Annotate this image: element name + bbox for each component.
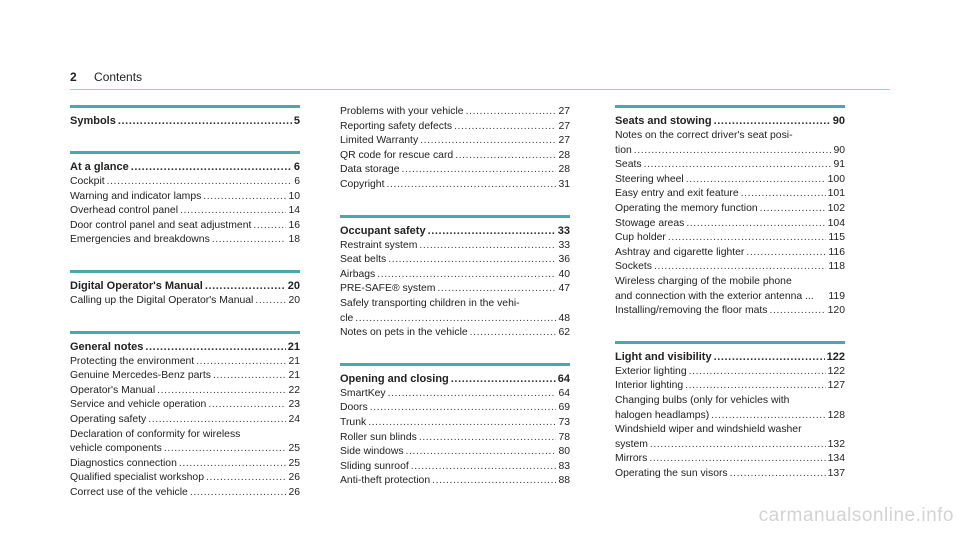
dot-leader [419,239,556,254]
entry-page: 36 [558,254,570,266]
entry-page: 115 [828,232,845,244]
entry-title: Cup holder [615,232,666,244]
toc-entry[interactable] [70,233,300,248]
toc-entry[interactable] [70,471,300,486]
dot-leader [686,217,825,232]
section-heading[interactable] [615,114,845,129]
toc-entry[interactable] [615,260,845,275]
entry-title: Copyright [340,178,385,190]
entry-title: Reporting safety defects [340,120,453,132]
section-title: Opening and closing [340,372,449,385]
entry-page: 18 [288,234,300,246]
dot-leader [466,105,557,120]
entry-title: Qualified specialist workshop [70,472,204,484]
page-header [70,70,142,84]
watermark: carmanualsonline.info [758,505,954,526]
dot-leader [649,452,825,467]
entry-title: Wireless charging of the mobile phone [615,275,792,287]
section-page: 33 [557,224,570,237]
entry-title: PRE-SAFE® system [340,283,436,295]
section-heading[interactable] [70,279,300,294]
entry-page: 10 [288,190,300,202]
dot-leader [714,114,831,129]
entry-page: 118 [828,261,845,273]
entry-title: Sliding sunroof [340,460,409,472]
toc-entry[interactable] [340,105,570,120]
entry-title: Diagnostics connection [70,457,177,469]
entry-title: Doors [340,402,368,414]
dot-leader [213,369,287,384]
entry-page: 64 [558,387,570,399]
section-divider [70,151,300,154]
section-divider [340,215,570,218]
entry-title: Side windows [340,446,404,458]
toc-entry[interactable] [615,144,845,159]
toc-section [615,341,845,482]
toc-entry[interactable] [340,431,570,446]
entry-page: 116 [828,246,845,258]
toc-entry[interactable] [615,158,845,173]
toc-section [340,215,570,341]
entry-title: Cockpit [70,176,105,187]
entry-title: QR code for rescue card [340,149,454,161]
dot-leader [196,355,286,370]
entry-page: 91 [833,159,845,171]
toc-entry[interactable] [615,275,845,290]
dot-leader [685,379,826,394]
dot-leader [760,202,826,217]
toc-entry[interactable] [70,384,300,399]
section-heading[interactable] [340,372,570,387]
entry-title: Installing/removing the floor mats [615,305,768,317]
toc-section [615,105,845,319]
entry-page: 33 [558,239,570,251]
toc-entry[interactable] [615,304,845,319]
entry-title: cle [340,312,354,324]
entry-title: tion [615,144,632,156]
entry-title: Roller sun blinds [340,431,417,443]
toc-entry[interactable] [340,460,570,475]
entry-page: 134 [827,453,845,465]
toc-entry[interactable] [340,163,570,178]
toc-entry[interactable] [340,445,570,460]
toc-entry[interactable] [615,290,845,305]
entry-title: Airbags [340,268,376,280]
toc-entry[interactable] [615,379,845,394]
dot-leader [769,304,825,319]
dot-leader [644,158,832,173]
toc-entry[interactable] [615,231,845,246]
dot-leader [406,445,557,460]
entry-title: Anti-theft protection [340,475,431,487]
entry-page: 27 [558,135,570,147]
section-divider [70,105,300,108]
toc-entry[interactable] [615,467,845,482]
entry-title: Seat belts [340,254,387,266]
toc-section [340,105,570,193]
section-divider [340,363,570,366]
entry-page: 25 [288,457,300,469]
entry-page: 122 [827,365,845,377]
dot-leader [428,224,556,239]
toc-section [70,331,300,501]
section-divider [70,270,300,273]
entry-page: 26 [288,472,300,484]
section-title: Digital Operator's Manual [70,279,203,292]
entry-page: 28 [558,164,570,176]
entry-title: system [615,438,648,450]
entry-page: 14 [288,205,300,217]
toc-entry[interactable] [615,423,845,438]
dot-leader [668,231,827,246]
dot-leader [711,409,825,424]
entry-page: 69 [558,402,570,414]
header-divider [70,89,890,90]
entry-page: 90 [833,144,845,156]
entry-page: 132 [827,438,845,450]
entry-page: 40 [558,268,570,280]
dot-leader [419,431,557,446]
entry-title: and connection with the exterior antenna ... [615,290,814,302]
dot-leader [164,442,287,457]
toc-column-2 [340,105,570,511]
toc-entry[interactable] [70,486,300,501]
page-title: Contents [94,70,143,84]
toc-entry[interactable] [70,204,300,219]
entry-title: Sockets [615,261,652,273]
entry-page: 31 [558,178,570,190]
entry-title: Stowage areas [615,217,685,229]
entry-page: 119 [828,290,845,302]
entry-page: 100 [827,173,845,185]
entry-title: Trunk [340,416,367,428]
toc-entry[interactable] [340,120,570,135]
entry-page: 101 [827,188,845,200]
toc-entry[interactable] [615,394,845,409]
toc-entry[interactable] [70,355,300,370]
dot-leader [190,486,287,501]
entry-page: 27 [558,120,570,132]
toc-entry[interactable] [340,134,570,149]
section-title: At a glance [70,161,129,173]
entry-title: Data storage [340,164,400,176]
toc-entry[interactable] [615,438,845,453]
entry-title: Declaration of conformity for wireless [70,428,241,440]
entry-title: Genuine Mercedes-Benz parts [70,370,211,382]
toc-entry[interactable] [70,442,300,457]
section-divider [615,105,845,108]
toc-entry[interactable] [70,190,300,205]
toc-entry[interactable] [340,253,570,268]
entry-title: Operating safety [70,413,147,425]
section-page: 90 [832,115,845,127]
entry-page: 73 [558,416,570,428]
entry-title: Notes on pets in the vehicle [340,327,468,339]
section-page: 64 [557,372,570,385]
entry-page: 25 [288,443,300,455]
entry-title: Exterior lighting [615,365,687,377]
dot-leader [411,460,557,475]
toc-entry[interactable] [340,401,570,416]
entry-title: Emergencies and breakdowns [70,234,210,246]
entry-page: 102 [827,202,845,214]
entry-title: Notes on the correct driver's seat posi- [615,130,793,141]
entry-title: Correct use of the vehicle [70,486,188,498]
toc-entry[interactable] [615,452,845,467]
toc-entry[interactable] [70,219,300,234]
section-title: Light and visibility [615,350,712,363]
toc-entry[interactable] [70,428,300,443]
dot-leader [148,413,286,428]
toc-entry[interactable] [340,149,570,164]
entry-page: 21 [288,370,300,382]
section-title: Occupant safety [340,224,426,237]
entry-page: 47 [558,283,570,295]
dot-leader [686,173,826,188]
entry-title: Limited Warranty [340,135,419,147]
entry-title: Safely transporting children in the vehi- [340,297,520,309]
dot-leader [208,398,286,413]
dot-leader [432,474,556,489]
dot-leader [107,175,293,190]
dot-leader [157,384,286,399]
entry-title: Problems with your vehicle [340,106,464,117]
dot-leader [203,190,286,205]
dot-leader [253,219,286,234]
entry-title: Calling up the Digital Operator's Manual [70,294,254,306]
dot-leader [388,253,556,268]
entry-page: 20 [288,294,300,306]
entry-title: Overhead control panel [70,205,179,217]
dot-leader [454,120,556,135]
toc-entry[interactable] [70,294,300,309]
toc-entry[interactable] [340,268,570,283]
entry-title: vehicle components [70,443,162,455]
section-page: 122 [826,350,845,363]
entry-title: Restraint system [340,239,418,251]
entry-title: SmartKey [340,387,386,399]
dot-leader [377,268,556,283]
section-heading[interactable] [70,340,300,355]
entry-title: Protecting the environment [70,355,195,367]
dot-leader [131,160,292,175]
toc-entry[interactable] [340,178,570,193]
section-heading[interactable] [70,160,300,175]
entry-page: 23 [288,399,300,411]
toc-section [70,270,300,309]
toc-entry[interactable] [340,297,570,312]
dot-leader [689,365,826,380]
toc-entry[interactable] [340,239,570,254]
entry-title: Easy entry and exit feature [615,188,739,200]
entry-page: 120 [827,305,845,317]
toc-entry[interactable] [615,217,845,232]
toc-section [70,151,300,248]
toc-entry[interactable] [70,398,300,413]
dot-leader [370,401,557,416]
dot-leader [741,187,826,202]
dot-leader [355,312,556,327]
toc-entry[interactable] [340,474,570,489]
entry-page: 127 [827,380,845,392]
entry-page: 48 [558,312,570,324]
page-number: 2 [70,70,77,84]
section-heading[interactable] [615,350,845,365]
entry-page: 62 [558,327,570,339]
dot-leader [255,294,286,309]
entry-title: Mirrors [615,453,648,465]
dot-leader [205,279,286,294]
dot-leader [654,260,826,275]
toc-entry[interactable] [70,175,300,190]
dot-leader [451,372,556,387]
entry-page: 28 [558,149,570,161]
toc-entry[interactable] [615,246,845,261]
entry-title: Ashtray and cigarette lighter [615,246,745,258]
entry-page: 88 [558,475,570,487]
toc-column-3 [615,105,845,503]
entry-page: 137 [827,467,845,479]
entry-title: Warning and indicator lamps [70,190,202,202]
entry-title: Changing bulbs (only for vehicles with [615,394,790,406]
toc-section [70,105,300,129]
dot-leader [386,178,556,193]
dot-leader [118,114,292,129]
entry-page: 22 [288,384,300,396]
toc-entry[interactable] [340,387,570,402]
dot-leader [212,233,287,248]
entry-title: Door control panel and seat adjustment [70,219,252,231]
entry-page: 83 [558,460,570,472]
toc-entry[interactable] [615,365,845,380]
entry-title: Operating the sun visors [615,467,728,479]
dot-leader [730,467,826,482]
toc-column-1 [70,105,300,523]
entry-title: Steering wheel [615,173,684,185]
toc-entry[interactable] [340,416,570,431]
entry-title: Service and vehicle operation [70,399,207,411]
section-heading[interactable] [340,224,570,239]
toc-entry[interactable] [70,369,300,384]
entry-page: 26 [288,486,300,498]
entry-title: halogen headlamps) [615,409,710,421]
dot-leader [368,416,556,431]
section-page: 20 [287,279,300,292]
dot-leader [470,326,557,341]
dot-leader [634,144,832,159]
dot-leader [437,282,556,297]
dot-leader [650,438,826,453]
section-page: 6 [293,161,300,173]
toc-entry[interactable] [340,326,570,341]
entry-title: Interior lighting [615,380,684,392]
toc-entry[interactable] [615,173,845,188]
entry-title: Operator's Manual [70,384,156,396]
toc-entry[interactable] [340,282,570,297]
toc-section [340,363,570,489]
dot-leader [455,149,556,164]
section-heading[interactable] [70,114,300,129]
dot-leader [179,457,287,472]
dot-leader [714,350,825,365]
entry-title: Seats [615,159,642,171]
dot-leader [388,387,557,402]
toc-entry[interactable] [615,129,845,144]
section-divider [615,341,845,344]
entry-page: 27 [558,106,570,117]
entry-page: 6 [294,176,300,187]
toc-entry[interactable] [70,457,300,472]
dot-leader [180,204,286,219]
toc-entry[interactable] [615,409,845,424]
entry-title: Windshield wiper and windshield washer [615,424,802,436]
entry-page: 78 [558,431,570,443]
section-page: 21 [287,340,300,353]
entry-page: 21 [288,355,300,367]
entry-page: 16 [288,219,300,231]
dot-leader [206,471,286,486]
section-page: 5 [293,115,300,127]
entry-title: Operating the memory function [615,202,758,214]
dot-leader [145,340,285,355]
toc-entry[interactable] [615,187,845,202]
section-title: General notes [70,340,144,353]
toc-entry[interactable] [615,202,845,217]
section-divider [70,331,300,334]
dot-leader [402,163,557,178]
section-title: Seats and stowing [615,115,712,127]
dot-leader [420,134,556,149]
section-title: Symbols [70,115,116,127]
toc-entry[interactable] [340,312,570,327]
toc-entry[interactable] [70,413,300,428]
entry-page: 24 [288,413,300,425]
entry-page: 80 [558,446,570,458]
entry-page: 104 [827,217,845,229]
entry-page: 128 [827,409,845,421]
dot-leader [746,246,826,261]
